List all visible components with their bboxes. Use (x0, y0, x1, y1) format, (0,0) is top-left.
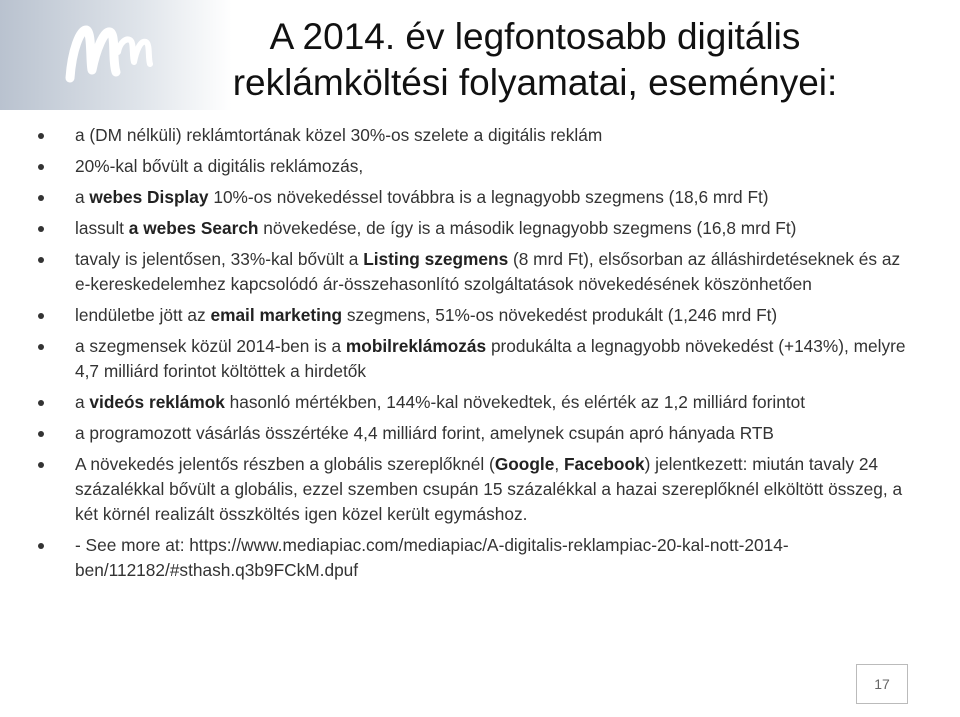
bullet-list (38, 123, 918, 589)
bullet-text: a programozott vásárlás összértéke 4,4 milliárd forint, amelynek csupán apró hányada RTB (75, 423, 774, 443)
bullet-text: , (554, 454, 564, 474)
bullet-item (38, 216, 918, 241)
bullet-text: produkálta a legnagyobb növekedést (+143%), melyre 4,7 milliárd forintot költöttek a hirdetők (75, 336, 906, 381)
bullet-text: 10%-os növekedéssel továbbra is a legnagyobb szegmens (18,6 mrd Ft) (208, 187, 769, 207)
bullet-dot-icon (38, 344, 44, 350)
bullet-dot-icon (38, 313, 44, 319)
bullet-text: tavaly is jelentősen, 33%-kal bővült a (75, 249, 364, 269)
bullet-item (38, 390, 918, 415)
bullet-bold-text: webes Display (89, 187, 209, 207)
bullet-item (38, 247, 918, 297)
bullet-item (38, 533, 918, 583)
bullet-dot-icon (38, 257, 44, 263)
bullet-dot-icon (38, 400, 44, 406)
bullet-item (38, 303, 918, 328)
bullet-bold-text: mobilreklámozás (345, 336, 487, 356)
bullet-dot-icon (38, 431, 44, 437)
bullet-text: ) jelentkezett: miután tavaly 24 százalékkal bővült a globális, ezzel szemben csupán 15 százalékkal a hazai szereplőknél elköltött összeg, a két körnél realizált összköltés igen közel került egymáshoz. (75, 454, 903, 524)
bullet-text: szegmens, 51%-os növekedést produkált (1,246 mrd Ft) (342, 305, 778, 325)
bullet-bold-text: Listing szegmens (363, 249, 509, 269)
title-line-2: reklámköltési folyamatai, eseményei: (232, 62, 838, 103)
bullet-text: a (75, 392, 90, 412)
bullet-item (38, 154, 918, 179)
bullet-bold-text: videós reklámok (89, 392, 225, 412)
bullet-text: hasonló mértékben, 144%-kal növekedtek, és elérték az 1,2 milliárd forintot (224, 392, 806, 412)
bullet-text: 20%-kal bővült a digitális reklámozás, (75, 156, 364, 176)
bullet-text: - See more at: https://www.mediapiac.com/mediapiac/A-digitalis-reklampiac-20-kal-nott-2014-ben/112182/#sthash.q3b9FCkM.dpuf (75, 535, 789, 580)
bullet-text: a (DM nélküli) reklámtortának közel 30%-os szelete a digitális reklám (75, 125, 603, 145)
bullet-bold-text: Facebook (563, 454, 645, 474)
title-line-1: A 2014. év legfontosabb digitális (269, 16, 801, 57)
bullet-bold-text: Google (494, 454, 555, 474)
bullet-dot-icon (38, 133, 44, 139)
bullet-dot-icon (38, 226, 44, 232)
bullet-item (38, 123, 918, 148)
bullet-dot-icon (38, 164, 44, 170)
bullet-text: lassult (75, 218, 129, 238)
bullet-item (38, 334, 918, 384)
bullet-dot-icon (38, 462, 44, 468)
bullet-text: a szegmensek közül 2014-ben is a (75, 336, 346, 356)
bullet-text: növekedése, de így is a második legnagyobb szegmens (16,8 mrd Ft) (258, 218, 797, 238)
bullet-item (38, 421, 918, 446)
bullet-text: A növekedés jelentős részben a globális szereplőknél ( (75, 454, 495, 474)
bullet-item (38, 185, 918, 210)
bullet-text: a (75, 187, 90, 207)
bullet-item (38, 452, 918, 527)
bullet-dot-icon (38, 543, 44, 549)
bullet-bold-text: a webes Search (128, 218, 259, 238)
bullet-text: lendületbe jött az (75, 305, 211, 325)
slide-title (140, 14, 930, 106)
page-number-box (856, 664, 908, 704)
bullet-bold-text: email marketing (210, 305, 343, 325)
page-number: 17 (874, 676, 890, 692)
bullet-dot-icon (38, 195, 44, 201)
bullet-text: (8 mrd Ft), elsősorban az álláshirdetéseknek és az e-kereskedelemhez kapcsolódó ár-összehasonlító szolgáltatások növekedésének köszönhetően (75, 249, 901, 294)
